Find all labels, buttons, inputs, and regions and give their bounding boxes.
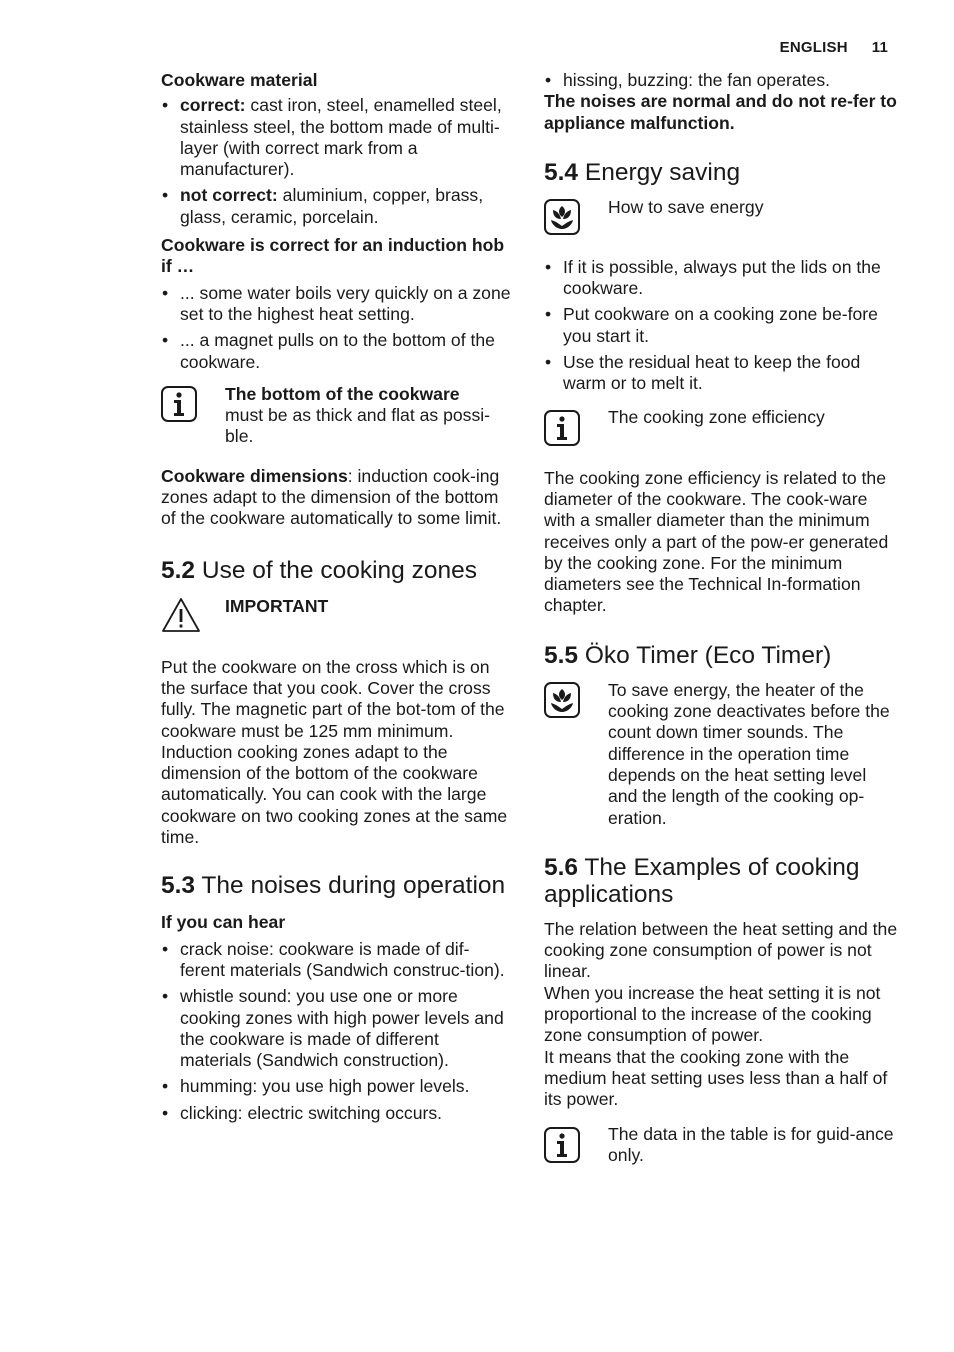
info-icon <box>544 410 580 446</box>
section-5-2-text: Put the cookware on the cross which is on the surface that you cook. Cover the cross fully. The magnetic part of the bot-tom of the cookware must be 125 mm minimum. Induction cooking zones adapt to the dimension of the bottom of the cookware automatically. You can cook with the large cookware on two cooking zones at the same time. <box>161 656 508 848</box>
section-5-4-text: The cooking zone efficiency is related to the diameter of the cookware. The cook-ware with a smaller diameter than the minimum receives only a part of the pow-er generated by the cooking zone. For the minimum diameters see the Technical In-formation chapter. <box>544 467 889 616</box>
page-number: 11 <box>871 39 888 56</box>
left-column <box>161 70 513 1124</box>
eco-leaf-icon <box>544 682 580 718</box>
eco-note-timer <box>544 680 899 829</box>
warning-label: IMPORTANT <box>225 595 329 616</box>
list-item: • crack noise: cookware is made of dif-ferent materials (Sandwich construc-tion). <box>161 939 513 982</box>
eco-note-energy <box>544 197 899 259</box>
header-section: ENGLISH <box>779 39 848 56</box>
right-column <box>544 70 899 1178</box>
info-note-efficiency <box>544 407 899 469</box>
energy-saving-list <box>544 257 899 395</box>
info-note-table <box>544 1124 899 1178</box>
eco-note-text: How to save energy <box>608 196 764 217</box>
list-item: • ... a magnet pulls on to the bottom of the cookware. <box>161 330 513 373</box>
info-icon <box>544 1127 580 1163</box>
info-note-text: The cooking zone efficiency <box>608 406 825 427</box>
list-item: • not correct: aluminium, copper, brass, glass, ceramic, porcelain. <box>161 185 513 228</box>
list-item: • correct: cast iron, steel, enamelled steel, stainless steel, the bottom made of multi-layer (with correct mark from a manufacturer). <box>161 95 513 180</box>
section-5-6-paragraph: When you increase the heat setting it is not proportional to the increase of the cooking zone consumption of power. <box>544 982 881 1046</box>
info-note-bottom <box>161 384 513 448</box>
noise-list-continued <box>544 70 899 91</box>
warning-note <box>161 596 513 650</box>
cookware-material-list <box>161 95 513 228</box>
eco-note-text: To save energy, the heater of the cooking zone deactivates before the count down timer sounds. The difference in the operation time depends on the heat setting level and the length of the cooking op-eration. <box>608 679 890 828</box>
note-bold: The bottom of the cookware <box>225 383 460 404</box>
list-item: • Use the residual heat to keep the food warm or to melt it. <box>544 352 899 395</box>
cookware-material-title: Cookware material <box>161 70 318 90</box>
section-heading-5-4: 5.4 Energy saving <box>544 158 741 186</box>
section-heading-5-5: 5.5 Öko Timer (Eco Timer) <box>544 641 832 669</box>
page-header <box>780 39 888 56</box>
list-item: • If it is possible, always put the lids on the cookware. <box>544 257 899 300</box>
list-item: • humming: you use high power levels. <box>161 1076 513 1097</box>
warning-icon <box>161 597 201 633</box>
list-item: • Put cookware on a cooking zone be-fore you start it. <box>544 304 899 347</box>
list-item: • whistle sound: you use one or more cooking zones with high power levels and the cookware is made of different materials (Sandwich construction). <box>161 986 513 1071</box>
list-item: • hissing, buzzing: the fan operates. <box>544 70 899 91</box>
cookware-correct-list <box>161 283 513 373</box>
cookware-dimensions: Cookware dimensions: induction cook-ing zones adapt to the dimension of the bottom of the cookware automatically to some limit. <box>161 465 502 529</box>
section-heading-5-2: 5.2 Use of the cooking zones <box>161 556 477 584</box>
list-item: • ... some water boils very quickly on a zone set to the highest heat setting. <box>161 283 513 326</box>
section-5-3-subtitle: If you can hear <box>161 912 286 933</box>
section-heading-5-3: 5.3 The noises during operation <box>161 872 506 900</box>
eco-leaf-icon <box>544 199 580 235</box>
info-icon <box>161 386 197 422</box>
section-5-6-paragraph: The relation between the heat setting and the cooking zone consumption of power is not linear. <box>544 918 898 982</box>
cookware-correct-title: Cookware is correct for an induction hob if … <box>161 235 505 277</box>
note-text: must be as thick and flat as possi-ble. <box>225 405 491 447</box>
section-5-6-paragraph: It means that the cooking zone with the medium heat setting uses less than a half of its power. <box>544 1046 888 1110</box>
noise-note: The noises are normal and do not re-fer to appliance malfunction. <box>544 91 897 133</box>
noise-list <box>161 939 513 1124</box>
info-note-text: The data in the table is for guid-ance only. <box>608 1123 894 1165</box>
section-heading-5-6: 5.6 The Examples of cooking applications <box>544 853 860 908</box>
list-item: • clicking: electric switching occurs. <box>161 1103 513 1124</box>
